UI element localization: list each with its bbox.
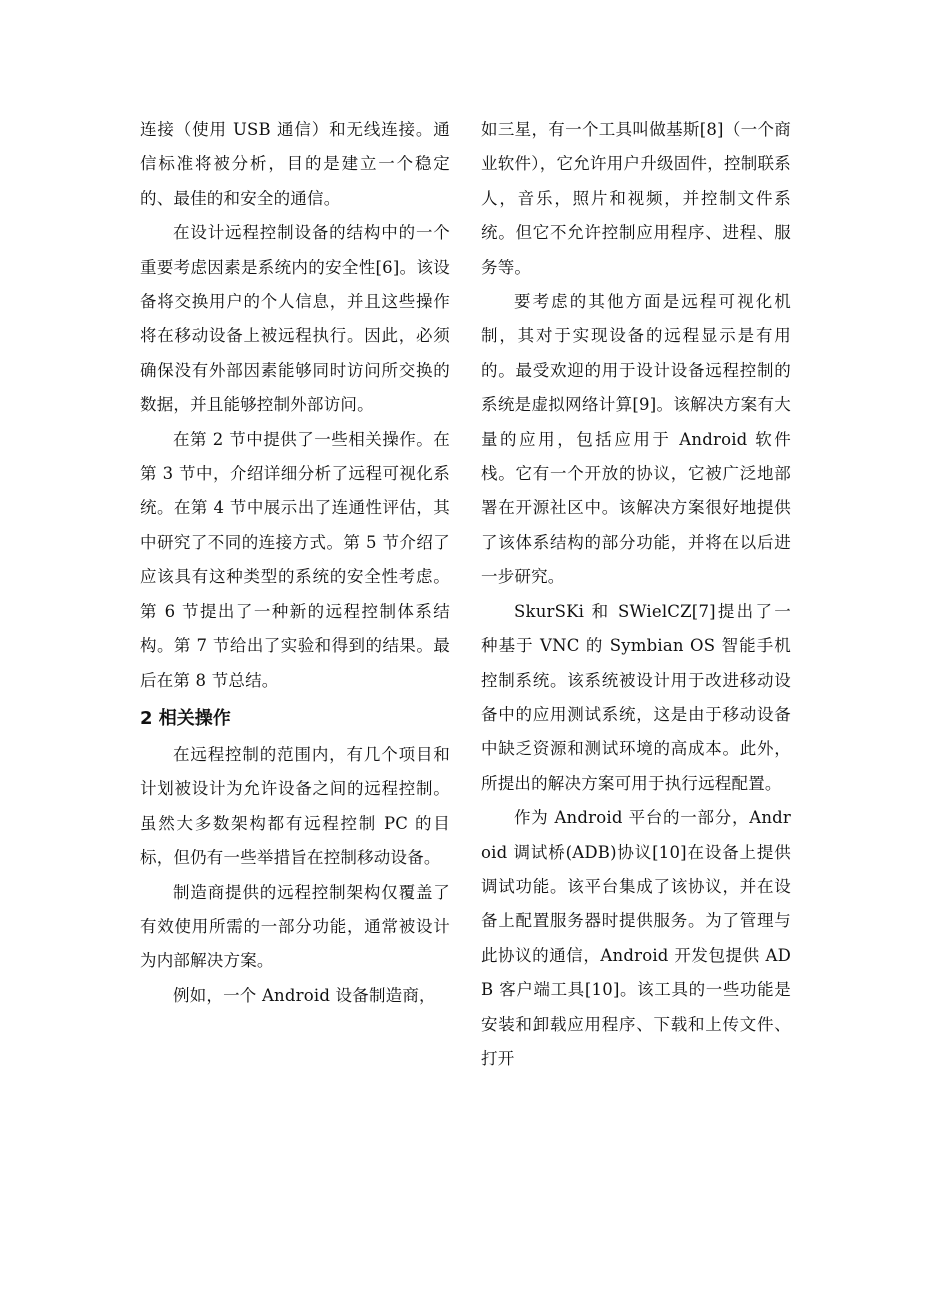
- section-heading: 2 相关操作: [140, 707, 231, 729]
- left-paragraph-3: 在第 2 节中提供了一些相关操作。在第 3 节中，介绍详细分析了远程可视化系统。在第 4 节中展示出了连通性评估，其中研究了不同的连接方式。第 5 节介绍了应该具有这种类型的系统的安全性考虑。第 6 节提出了一种新的远程控制体系结构。第 7 节给出了实验和得到的结果。最后在第 8 节总结。: [140, 429, 450, 690]
- right-column: [481, 113, 791, 1076]
- left-paragraph-2: 在设计远程控制设备的结构中的一个重要考虑因素是系统内的安全性[6]。该设备将交换用户的个人信息，并且这些操作将在移动设备上被远程执行。因此，必须确保没有外部因素能够同时访问所交换的数据，并且能够控制外部访问。: [140, 223, 450, 415]
- right-paragraph-2: 要考虑的其他方面是远程可视化机制，其对于实现设备的远程显示是有用的。最受欢迎的用于设计设备远程控制的系统是虚拟网络计算[9]。该解决方案有大量的应用，包括应用于 Android 软件栈。它有一个开放的协议，它被广泛地部署在开源社区中。该解决方案很好地提供了该体系结构的部分功能，并将在以后进一步研究。: [481, 292, 791, 587]
- left-paragraph-5: 制造商提供的远程控制架构仅覆盖了有效使用所需的一部分功能，通常被设计为内部解决方案。: [140, 882, 450, 971]
- right-paragraph-1: 如三星，有一个工具叫做基斯[8]（一个商业软件），它允许用户升级固件，控制联系人，音乐，照片和视频，并控制文件系统。但它不允许控制应用程序、进程、服务等。: [481, 120, 791, 277]
- left-column: [140, 113, 450, 1013]
- right-paragraph-4: 作为 Android 平台的一部分，Android 调试桥(ADB)协议[10]在设备上提供调试功能。该平台集成了该协议，并在设备上配置服务器时提供服务。为了管理与此协议的通信，Android 开发包提供 ADB 客户端工具[10]。该工具的一些功能是安装和卸载应用程序、下载和上传文件、打开: [481, 808, 791, 1068]
- right-paragraph-3: SkurSKi 和 SWielCZ[7]提出了一种基于 VNC 的 Symbian OS 智能手机控制系统。该系统被设计用于改进移动设备中的应用测试系统，这是由于移动设备中缺乏资源和测试环境的高成本。此外，所提出的解决方案可用于执行远程配置。: [481, 601, 791, 793]
- left-paragraph-4: 在远程控制的范围内，有几个项目和计划被设计为允许设备之间的远程控制。虽然大多数架构都有远程控制 PC 的目标，但仍有一些举措旨在控制移动设备。: [140, 744, 450, 868]
- left-paragraph-6: 例如，一个 Android 设备制造商，: [173, 985, 436, 1005]
- left-paragraph-1: 连接（使用 USB 通信）和无线连接。通信标准将被分析，目的是建立一个稳定的、最佳的和安全的通信。: [140, 120, 450, 208]
